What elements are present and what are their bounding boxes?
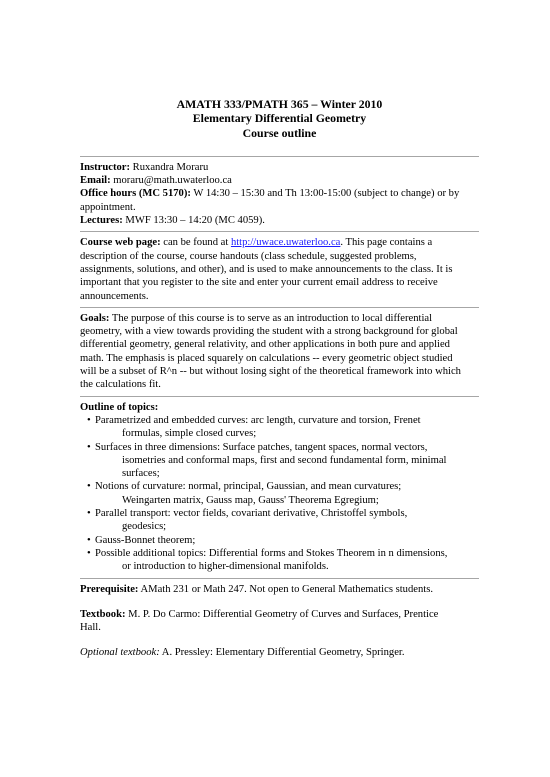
instructor-line	[80, 161, 479, 174]
goals-label: Goals:	[80, 312, 110, 324]
divider	[80, 307, 479, 308]
textbook-line-1	[80, 608, 479, 621]
course-web-page-section	[80, 236, 479, 302]
instructor-value: Ruxandra Moraru	[130, 161, 209, 173]
prerequisite-section	[80, 583, 479, 596]
lectures-line	[80, 214, 479, 227]
web-line-5: announcements.	[80, 290, 149, 302]
goals-line-6: the calculations fit.	[80, 379, 161, 391]
optional-textbook-value: A. Pressley: Elementary Differential Geometry, Springer.	[159, 647, 405, 659]
course-code-title: AMATH 333/PMATH 365 – Winter 2010	[176, 97, 383, 111]
email-label: Email:	[80, 175, 111, 187]
lectures-label: Lectures:	[80, 215, 123, 227]
optional-textbook-line	[80, 646, 479, 659]
course-title-block	[80, 97, 479, 140]
outline-section	[80, 401, 479, 574]
course-name-title: Elementary Differential Geometry	[192, 111, 367, 126]
web-line-4: important that you register to the site and enter your current email address to receive	[80, 277, 438, 289]
list-item: • Surfaces in three dimensions: Surface patches, tangent spaces, normal vectors, isometries and conformal maps, first and second fundamental form, minimal surfaces;	[87, 441, 447, 480]
textbook-value: M. P. Do Carmo: Differential Geometry of Curves and Surfaces, Prentice	[125, 608, 439, 620]
email-line	[80, 174, 479, 187]
course-outline-title: Course outline	[242, 125, 317, 140]
bullet-icon: •	[87, 481, 91, 493]
goals-line-5: will be a subset of R^n -- but without losing sight of the theoretical framework into which	[80, 366, 461, 378]
office-hours-value: W 14:30 – 15:30 and Th 13:00-15:00 (subject to change) or by	[190, 188, 460, 200]
instructor-label: Instructor:	[80, 161, 131, 173]
lectures-value: MWF 13:30 – 14:20 (MC 4059).	[122, 215, 265, 227]
bullet-icon: •	[87, 441, 91, 453]
web-line-1	[80, 236, 479, 249]
prerequisite-value: AMath 231 or Math 247. Not open to General Mathematics students.	[138, 583, 433, 595]
spacer	[80, 634, 479, 646]
web-page-label: Course web page:	[80, 237, 161, 249]
bullet-icon: •	[87, 414, 91, 426]
goals-line-2: geometry, with a view towards providing the student with a strong background for global	[80, 326, 458, 338]
goals-line-4: math. The emphasis is placed squarely on calculations -- every geometric object studied	[80, 352, 453, 364]
web-line-1-tail: . This page contains a	[340, 237, 433, 249]
outline-label: Outline of topics:	[80, 401, 159, 413]
goals-line-3: differential geometry, general relativity, and other applications in both pure and applied	[80, 339, 450, 351]
prerequisite-line	[80, 583, 479, 596]
bullet-icon: •	[87, 547, 91, 559]
goals-section	[80, 312, 479, 392]
goals-line-1	[80, 312, 479, 325]
list-item: • Possible additional topics: Differential forms and Stokes Theorem in n dimensions, or introduction to higher-dimensional manifolds.	[87, 547, 448, 573]
divider	[80, 396, 479, 397]
course-website-link[interactable]: http://uwace.uwaterloo.ca	[230, 237, 341, 249]
divider	[80, 156, 479, 157]
list-item: • Notions of curvature: normal, principal, Gaussian, and mean curvatures; Weingarten matrix, Gauss map, Gauss' Theorema Egregium;	[87, 481, 402, 506]
list-item: • Gauss-Bonnet theorem;	[87, 534, 196, 546]
optional-textbook-label: Optional textbook:	[80, 647, 160, 659]
email-value: moraru@math.uwaterloo.ca	[110, 175, 232, 187]
office-hours-line-2: appointment.	[80, 201, 136, 213]
divider	[80, 231, 479, 232]
goals-text-1: The purpose of this course is to serve as an introduction to local differential	[109, 312, 433, 324]
textbook-line-2: Hall.	[80, 622, 101, 634]
office-hours-line	[80, 187, 479, 200]
instructor-info-section	[80, 161, 479, 227]
bullet-icon: •	[87, 508, 91, 520]
bullet-icon: •	[87, 534, 91, 546]
divider	[80, 578, 479, 579]
prerequisite-label: Prerequisite:	[80, 583, 139, 595]
textbook-label: Textbook:	[80, 608, 126, 620]
list-item: • Parametrized and embedded curves: arc length, curvature and torsion, Frenet formulas, simple closed curves;	[87, 414, 421, 440]
list-item: • Parallel transport: vector fields, covariant derivative, Christoffel symbols, geodesics;	[87, 508, 408, 533]
office-hours-label: Office hours (MC 5170):	[80, 188, 191, 200]
topics-list	[80, 414, 479, 574]
web-line-2: description of the course, course handouts (class schedule, suggested problems,	[80, 250, 417, 262]
web-line-3: assignments, solutions, and other), and is used to make announcements to the class. It is	[80, 263, 453, 275]
spacer	[80, 596, 479, 608]
optional-textbook-section	[80, 646, 479, 659]
web-lead-text: can be found at	[160, 237, 231, 249]
textbook-section	[80, 608, 479, 635]
